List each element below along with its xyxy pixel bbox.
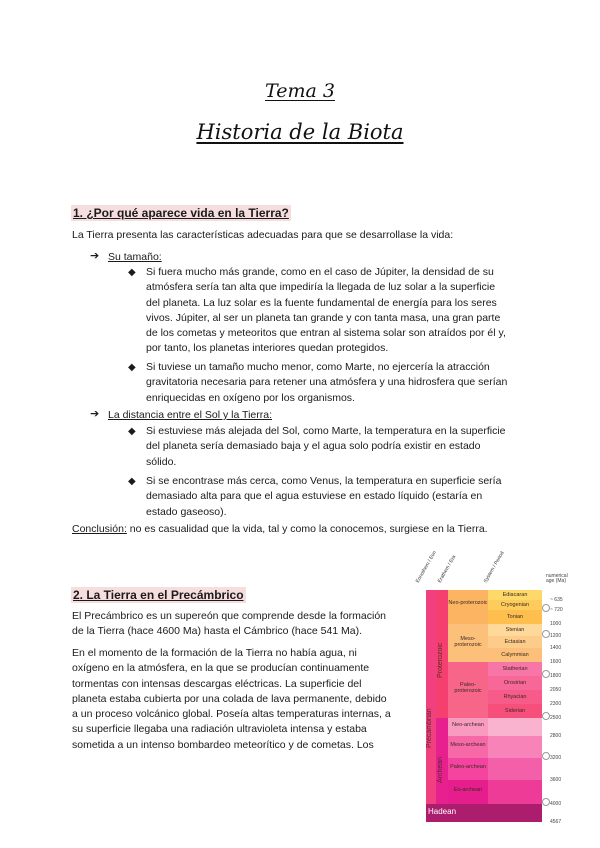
- age-tick: 2300: [550, 701, 562, 707]
- bullet-diamond-icon: ◆: [128, 426, 136, 437]
- gssa-marker-icon: [542, 670, 550, 678]
- age-tick: 2050: [550, 687, 562, 693]
- chart-header-period: System / Period: [482, 550, 506, 584]
- gssa-marker-icon: [542, 630, 550, 638]
- age-tick: 3200: [550, 755, 562, 761]
- paleoproterozoic-label: Paleo-proterozoic: [454, 682, 482, 694]
- chart-header-age: numerical age (Ma): [546, 573, 568, 584]
- age-tick: 4000: [550, 801, 562, 807]
- paleoarchean-label: Paleo-archean: [450, 764, 486, 770]
- hadean-label: Hadean: [428, 807, 457, 816]
- ectasian-label: Ectasian: [504, 639, 526, 645]
- rhyacian-label: Rhyacian: [503, 694, 527, 700]
- age-tick: ~ 635: [550, 597, 563, 603]
- conclusion-label: Conclusión:: [72, 523, 127, 535]
- age-tick: ~ 720: [550, 607, 563, 613]
- conclusion-text: no es casualidad que la vida, tal y como la conocemos, surgiese en la Tierra.: [126, 523, 488, 535]
- eoarchean-period-band: [488, 780, 542, 804]
- size-bullet-2: Si tuviese un tamaño mucho menor, como Marte, no ejercería la atracción gravitatoria necesaria para retener una atmósfera y una hidrosfera que serían enriquecidas en oxígeno por los organismos.: [146, 361, 508, 404]
- mesoarchean-period-band: [488, 736, 542, 758]
- document-subtitle: Historia de la Biota: [196, 120, 404, 144]
- mesoarchean-label: Meso-archean: [450, 742, 486, 748]
- distance-bullet-1: Si estuviese más alejada del Sol, como Marte, la temperatura en la superficie del planeta sería demasiado baja y el agua solo podría existir en estado sólido.: [146, 425, 506, 468]
- gssp-marker-icon: [542, 604, 550, 612]
- paleoarchean-period-band: [488, 758, 542, 780]
- distance-bullet-2: Si se encontrase más cerca, como Venus, la temperatura en superficie sería demasiado alta para que el agua estuviese en estado líquido (estaría en estado gaseoso).: [146, 475, 502, 518]
- section2-paragraph-1: El Precámbrico es un supereón que comprende desde la formación de la Tierra (hace 4600 Ma) hasta el Cámbrico (hace 541 Ma).: [72, 610, 387, 638]
- gssa-marker-icon: [542, 712, 550, 720]
- section2-heading: 2. La Tierra en el Precámbrico: [73, 588, 244, 602]
- eoarchean-label: Eo-archean: [453, 787, 483, 793]
- gssa-marker-icon: [542, 798, 550, 806]
- arrow-icon: ➔: [90, 250, 100, 262]
- orosirian-label: Orosirian: [503, 680, 527, 686]
- chart-header-era: Erathem / Era: [436, 554, 458, 584]
- neoarchean-period-band: [488, 718, 542, 736]
- archean-label: Archean: [437, 756, 444, 783]
- distance-label: La distancia entre el Sol y la Tierra:: [108, 409, 273, 421]
- age-tick: 4567: [550, 819, 562, 825]
- conclusion: [72, 522, 488, 537]
- bullet-diamond-icon: ◆: [128, 362, 136, 373]
- bullet-diamond-icon: ◆: [128, 267, 136, 278]
- bullet-diamond-icon: ◆: [128, 476, 136, 487]
- age-tick: 1000: [550, 621, 562, 627]
- neoarchean-label: Neo-archean: [452, 722, 484, 728]
- age-tick: 2500: [550, 715, 562, 721]
- age-tick: 1400: [550, 645, 562, 651]
- age-tick: 1600: [550, 659, 562, 665]
- arrow-icon: ➔: [90, 408, 100, 420]
- section1-intro: La Tierra presenta las características adecuadas para que se desarrollase la vida:: [72, 229, 454, 241]
- proterozoic-label: Proterozoic: [437, 642, 444, 678]
- cryogenian-label: Cryogenian: [500, 602, 530, 608]
- size-label: Su tamaño:: [108, 251, 162, 263]
- neoproterozoic-band: [448, 590, 488, 624]
- age-tick: 3600: [550, 777, 562, 783]
- stenian-label: Stenian: [505, 627, 525, 633]
- age-tick: 2800: [550, 733, 562, 739]
- age-tick: 1800: [550, 673, 562, 679]
- mesoproterozoic-label: Meso-proterozoic: [454, 636, 482, 648]
- neoproterozoic-label: Neo-proterozoic: [448, 600, 488, 606]
- section2-paragraph-2: En el momento de la formación de la Tierra no había agua, ni oxígeno en la atmósfera, en la que se producían continuamente tormentas con intensas descargas eléctricas. La superficie del planeta estaba cubierta por una colada de lava permanente, debido a un proceso volcánico global. Poseía altas temperaturas internas, a su superficie llegaba una radiación ultravioleta intensa y estaba sometida a un intenso bombardeo meteorítico y de cometas. Los: [72, 647, 391, 751]
- siderian-label: Siderian: [504, 708, 526, 714]
- calymmian-label: Calymmian: [501, 652, 529, 658]
- statherian-label: Statherian: [502, 666, 528, 672]
- tonian-label: Tonian: [506, 614, 524, 620]
- age-tick: 1200: [550, 633, 562, 639]
- document-title: Tema 3: [265, 80, 335, 102]
- geologic-time-chart: [414, 548, 598, 844]
- size-bullet-1: Si fuera mucho más grande, como en el caso de Júpiter, la densidad de su atmósfera sería tan alta que impediría la llegada de luz solar a la superficie del planeta. La luz solar es la fuente fundamental de energía para los seres vivos. Júpiter, al ser un planeta tan grande y con tanta masa, una gran parte de los cometas y meteoritos que entran al sistema solar son atraídos por él y, por tanto, los planetas interiores quedan protegidos.: [146, 266, 506, 355]
- ediacaran-label: Ediacaran: [502, 592, 528, 598]
- section1-heading: 1. ¿Por qué aparece vida en la Tierra?: [73, 206, 289, 220]
- chart-header-eon: Eonothem / Eon: [414, 549, 438, 584]
- gssa-marker-icon: [542, 752, 550, 760]
- supereon-label: Precambrian: [426, 708, 433, 748]
